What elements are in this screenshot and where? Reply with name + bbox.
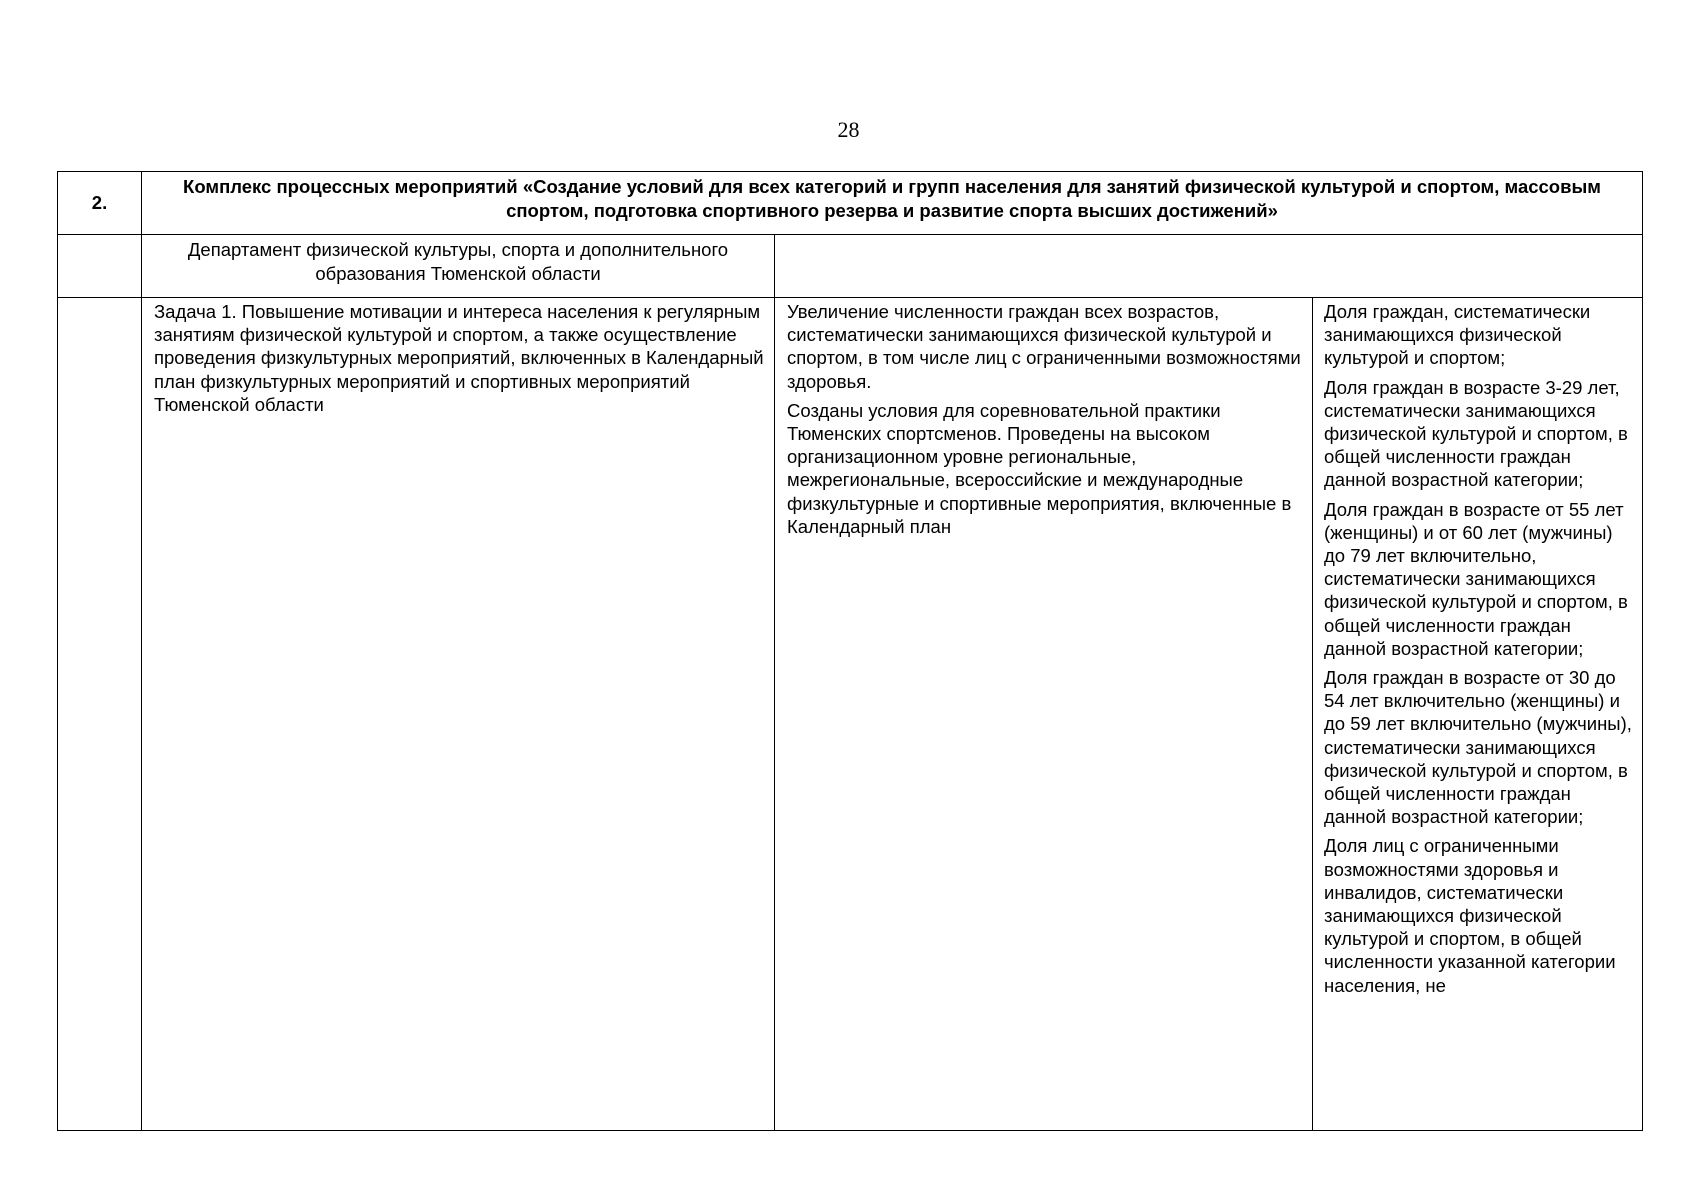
indicator-item: Доля граждан, систематически занимающихся физической культурой и спортом; bbox=[1324, 301, 1591, 369]
department-blank-cell bbox=[775, 235, 1643, 298]
indicators-cell bbox=[1313, 298, 1643, 1131]
task-description: Задача 1. Повышение мотивации и интереса населения к регулярным занятиям физической культурой и спортом, а также осуществление проведения физкультурных мероприятий, включенных в Календарный план физкультурных мероприятий и спортивных мероприятий Тюменской области bbox=[142, 298, 775, 1131]
task-row bbox=[58, 298, 1643, 1131]
program-table-container bbox=[57, 171, 1642, 1131]
department-empty-cell bbox=[58, 235, 142, 298]
task-empty-cell bbox=[58, 298, 142, 1131]
indicator-item: Доля граждан в возрасте 3-29 лет, систематически занимающихся физической культурой и спортом, в общей численности граждан данной возрастной категории; bbox=[1324, 376, 1628, 491]
indicator-item: Доля лиц с ограниченными возможностями здоровья и инвалидов, систематически занимающихся физической культурой и спортом, в общей численности указанной категории населения, не bbox=[1324, 835, 1616, 996]
result-paragraph: Увеличение численности граждан всех возрастов, систематически занимающихся физической культурой и спортом, в том числе лиц с ограниченными возможностями здоровья. bbox=[787, 301, 1301, 392]
indicator-item: Доля граждан в возрасте от 30 до 54 лет включительно (женщины) и до 59 лет включительно (мужчины), систематически занимающихся физической культурой и спортом, в общей численности граждан данной возрастной категории; bbox=[1324, 667, 1632, 828]
result-paragraph: Созданы условия для соревновательной практики Тюменских спортсменов. Проведены на высоком организационном уровне региональные, межрегиональные, всероссийские и международные физкультурные и спортивные мероприятия, включенные в Календарный план bbox=[787, 399, 1292, 537]
department-row bbox=[58, 235, 1643, 298]
section-title: Комплекс процессных мероприятий «Создание условий для всех категорий и групп населения для занятий физической культурой и спортом, массовым спортом, подготовка спортивного резерва и развитие спорта высших достижений» bbox=[142, 172, 1643, 235]
page-number: 28 bbox=[837, 117, 860, 142]
section-header-row bbox=[58, 172, 1643, 235]
program-table bbox=[57, 171, 1643, 1131]
section-number: 2. bbox=[58, 172, 142, 235]
indicator-item: Доля граждан в возрасте от 55 лет (женщины) и от 60 лет (мужчины) до 79 лет включительно, систематически занимающихся физической культурой и спортом, в общей численности граждан данной возрастной категории; bbox=[1324, 498, 1628, 659]
department-name: Департамент физической культуры, спорта и дополнительного образования Тюменской области bbox=[142, 235, 775, 298]
expected-results-cell bbox=[775, 298, 1313, 1131]
